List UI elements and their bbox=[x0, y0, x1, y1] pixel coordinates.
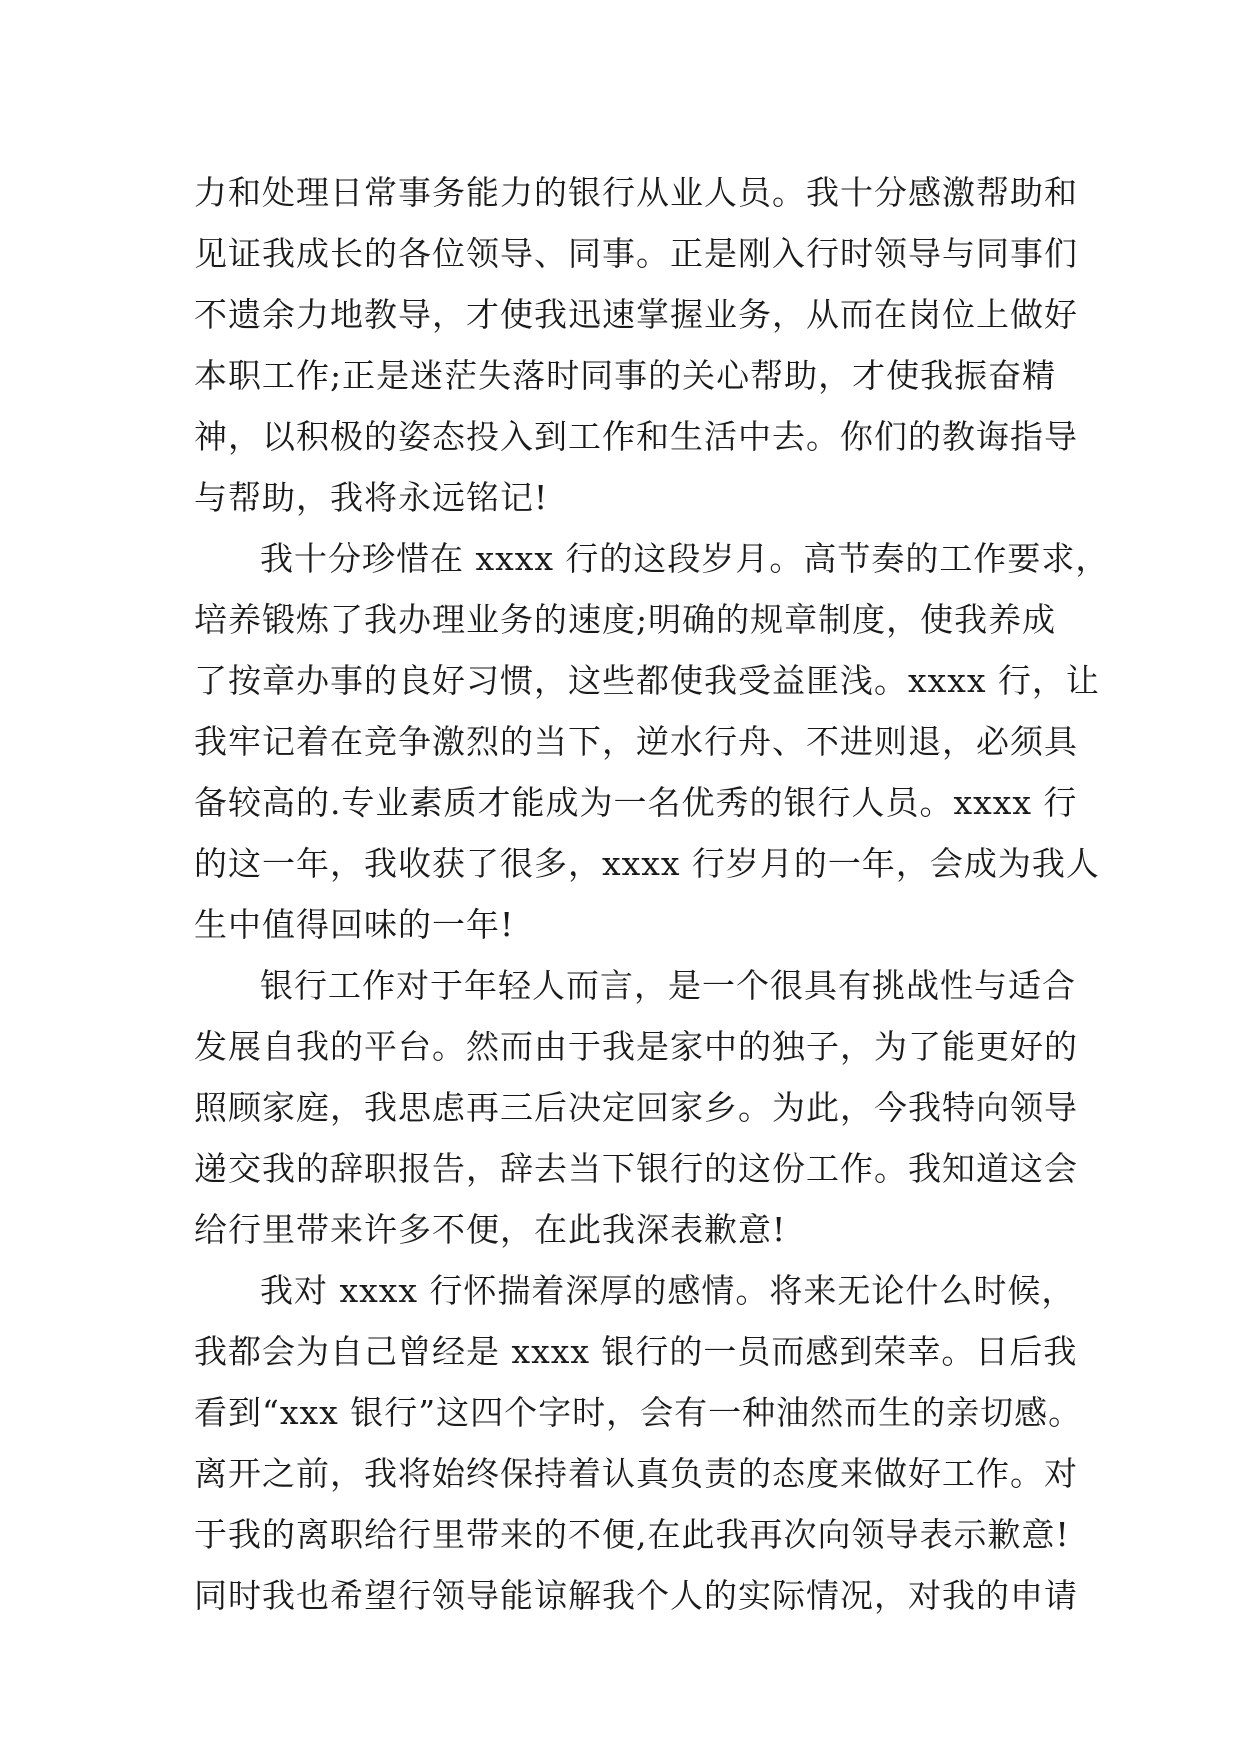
text-line: 生中值得回味的一年! bbox=[194, 905, 515, 944]
text-line: 照顾家庭，我思虑再三后决定回家乡。为此，今我特向领导 bbox=[194, 1088, 1078, 1127]
text-line: 见证我成长的各位领导、同事。正是刚入行时领导与同事们 bbox=[194, 234, 1078, 273]
paragraph-first-line: 我对 xxxx 行怀揣着深厚的感情。将来无论什么时候， bbox=[260, 1271, 1076, 1310]
text-line: 神，以积极的姿态投入到工作和生活中去。你们的教诲指导 bbox=[194, 417, 1078, 456]
paragraph-first-line: 我十分珍惜在 xxxx 行的这段岁月。高节奏的工作要求， bbox=[260, 539, 1110, 578]
body-text bbox=[194, 162, 1110, 1626]
text-line: 于我的离职给行里带来的不便,在此我再次向领导表示歉意! bbox=[194, 1515, 1070, 1554]
text-line: 力和处理日常事务能力的银行从业人员。我十分感激帮助和 bbox=[194, 173, 1078, 212]
text-line: 我都会为自己曾经是 xxxx 银行的一员而感到荣幸。日后我 bbox=[194, 1332, 1078, 1371]
text-line: 同时我也希望行领导能谅解我个人的实际情况，对我的申请 bbox=[194, 1576, 1078, 1615]
text-line: 不遗余力地教导，才使我迅速掌握业务，从而在岗位上做好 bbox=[194, 295, 1078, 334]
text-line: 递交我的辞职报告，辞去当下银行的这份工作。我知道这会 bbox=[194, 1149, 1078, 1188]
text-line: 与帮助，我将永远铭记! bbox=[194, 478, 549, 517]
text-line: 发展自我的平台。然而由于我是家中的独子，为了能更好的 bbox=[194, 1027, 1078, 1066]
text-line: 了按章办事的良好习惯，这些都使我受益匪浅。xxxx 行，让 bbox=[194, 661, 1100, 700]
paragraph-first-line: 银行工作对于年轻人而言，是一个很具有挑战性与适合 bbox=[260, 966, 1076, 1005]
text-line: 给行里带来许多不便，在此我深表歉意! bbox=[194, 1210, 787, 1249]
text-line: 的这一年，我收获了很多，xxxx 行岁月的一年，会成为我人 bbox=[194, 844, 1100, 883]
text-line: 备较高的.专业素质才能成为一名优秀的银行人员。xxxx 行 bbox=[194, 783, 1078, 822]
text-line: 培养锻炼了我办理业务的速度;明确的规章制度，使我养成 bbox=[194, 600, 1057, 639]
text-line: 看到“xxx 银行”这四个字时，会有一种油然而生的亲切感。 bbox=[194, 1393, 1083, 1432]
text-line: 本职工作;正是迷茫失落时同事的关心帮助，才使我振奋精 bbox=[194, 356, 1057, 395]
text-line: 我牢记着在竞争激烈的当下，逆水行舟、不进则退，必须具 bbox=[194, 722, 1078, 761]
text-line: 离开之前，我将始终保持着认真负责的态度来做好工作。对 bbox=[194, 1454, 1078, 1493]
